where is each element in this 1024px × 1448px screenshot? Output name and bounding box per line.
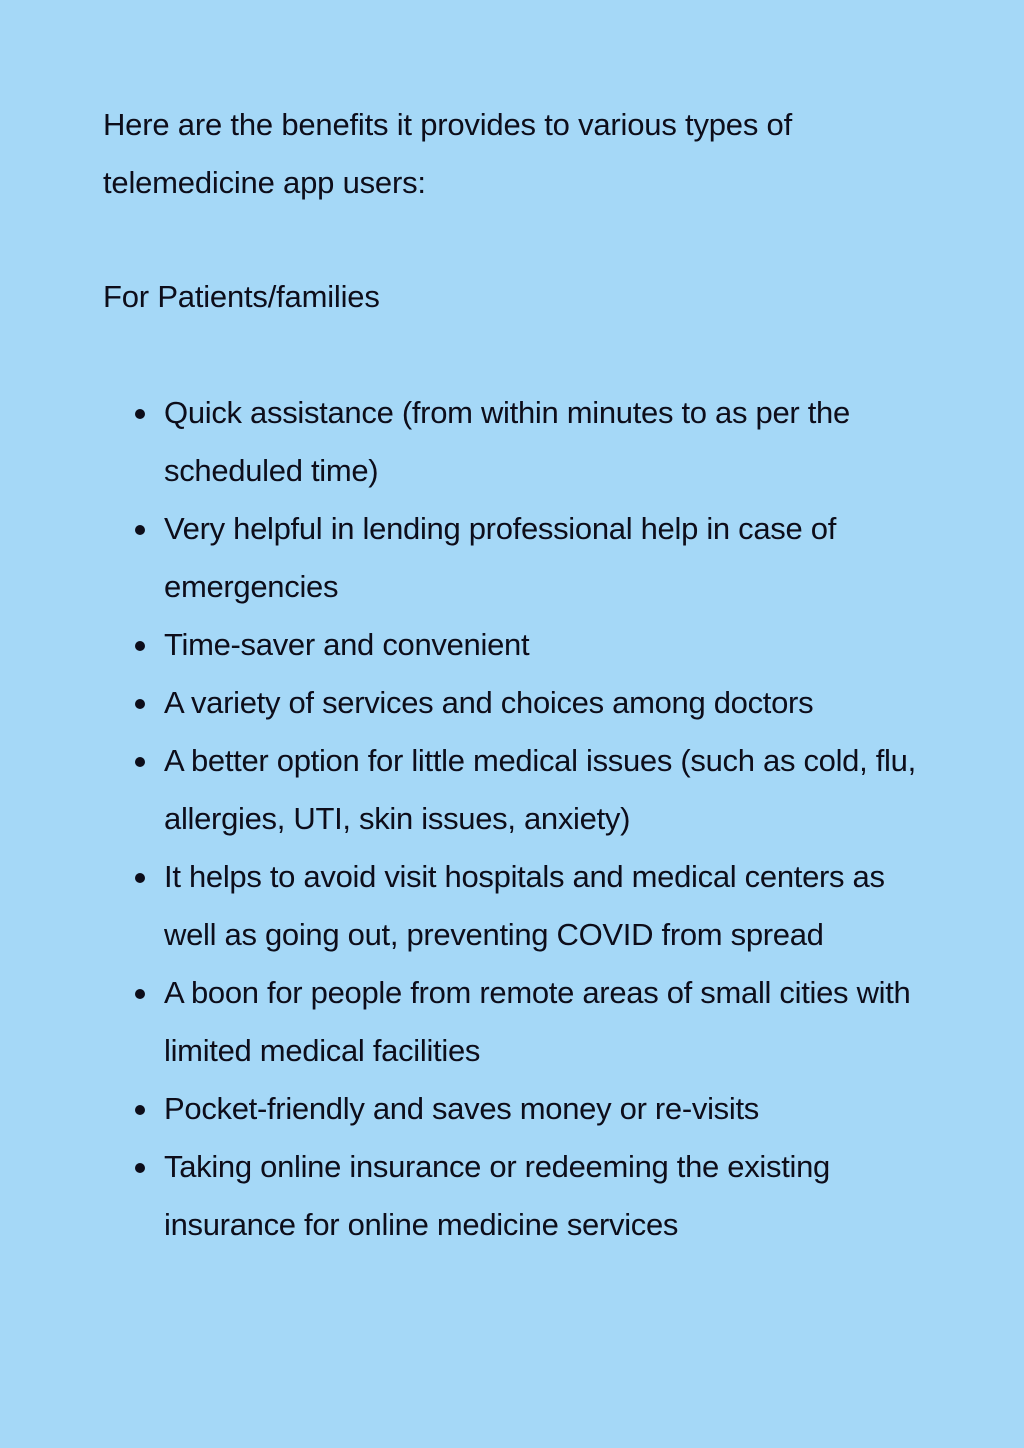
intro-paragraph: Here are the benefits it provides to various types of telemedicine app users:: [103, 107, 792, 200]
list-item-text: A boon for people from remote areas of small cities with limited medical facilities: [164, 975, 911, 1068]
bullet-icon: [135, 989, 145, 999]
bullet-icon: [135, 757, 145, 767]
list-item-text: Quick assistance (from within minutes to as per the scheduled time): [164, 395, 850, 488]
list-item: [164, 384, 934, 500]
list-item-text: A variety of services and choices among doctors: [164, 685, 814, 720]
list-item: [164, 732, 934, 848]
bullet-icon: [135, 1163, 145, 1173]
list-item: [164, 964, 934, 1080]
list-item: [164, 674, 934, 732]
list-item-text: Time-saver and convenient: [164, 627, 530, 662]
bullet-icon: [135, 1105, 145, 1115]
list-item: [164, 1138, 934, 1254]
bullet-icon: [135, 699, 145, 709]
list-item-text: It helps to avoid visit hospitals and medical centers as well as going out, preventing COVID from spread: [164, 859, 885, 952]
bullet-icon: [135, 525, 145, 535]
list-item-text: A better option for little medical issues (such as cold, flu, allergies, UTI, skin issues, anxiety): [164, 743, 916, 836]
list-item-text: Taking online insurance or redeeming the existing insurance for online medicine services: [164, 1149, 830, 1242]
section-heading: For Patients/families: [103, 279, 380, 314]
list-item: [164, 500, 934, 616]
bullet-icon: [135, 409, 145, 419]
benefits-list: [103, 384, 934, 1254]
list-item-text: Pocket-friendly and saves money or re-visits: [164, 1091, 759, 1126]
list-item: [164, 616, 934, 674]
list-item: [164, 848, 934, 964]
list-item-text: Very helpful in lending professional help in case of emergencies: [164, 511, 837, 604]
bullet-icon: [135, 641, 145, 651]
list-item: [164, 1080, 934, 1138]
bullet-icon: [135, 873, 145, 883]
